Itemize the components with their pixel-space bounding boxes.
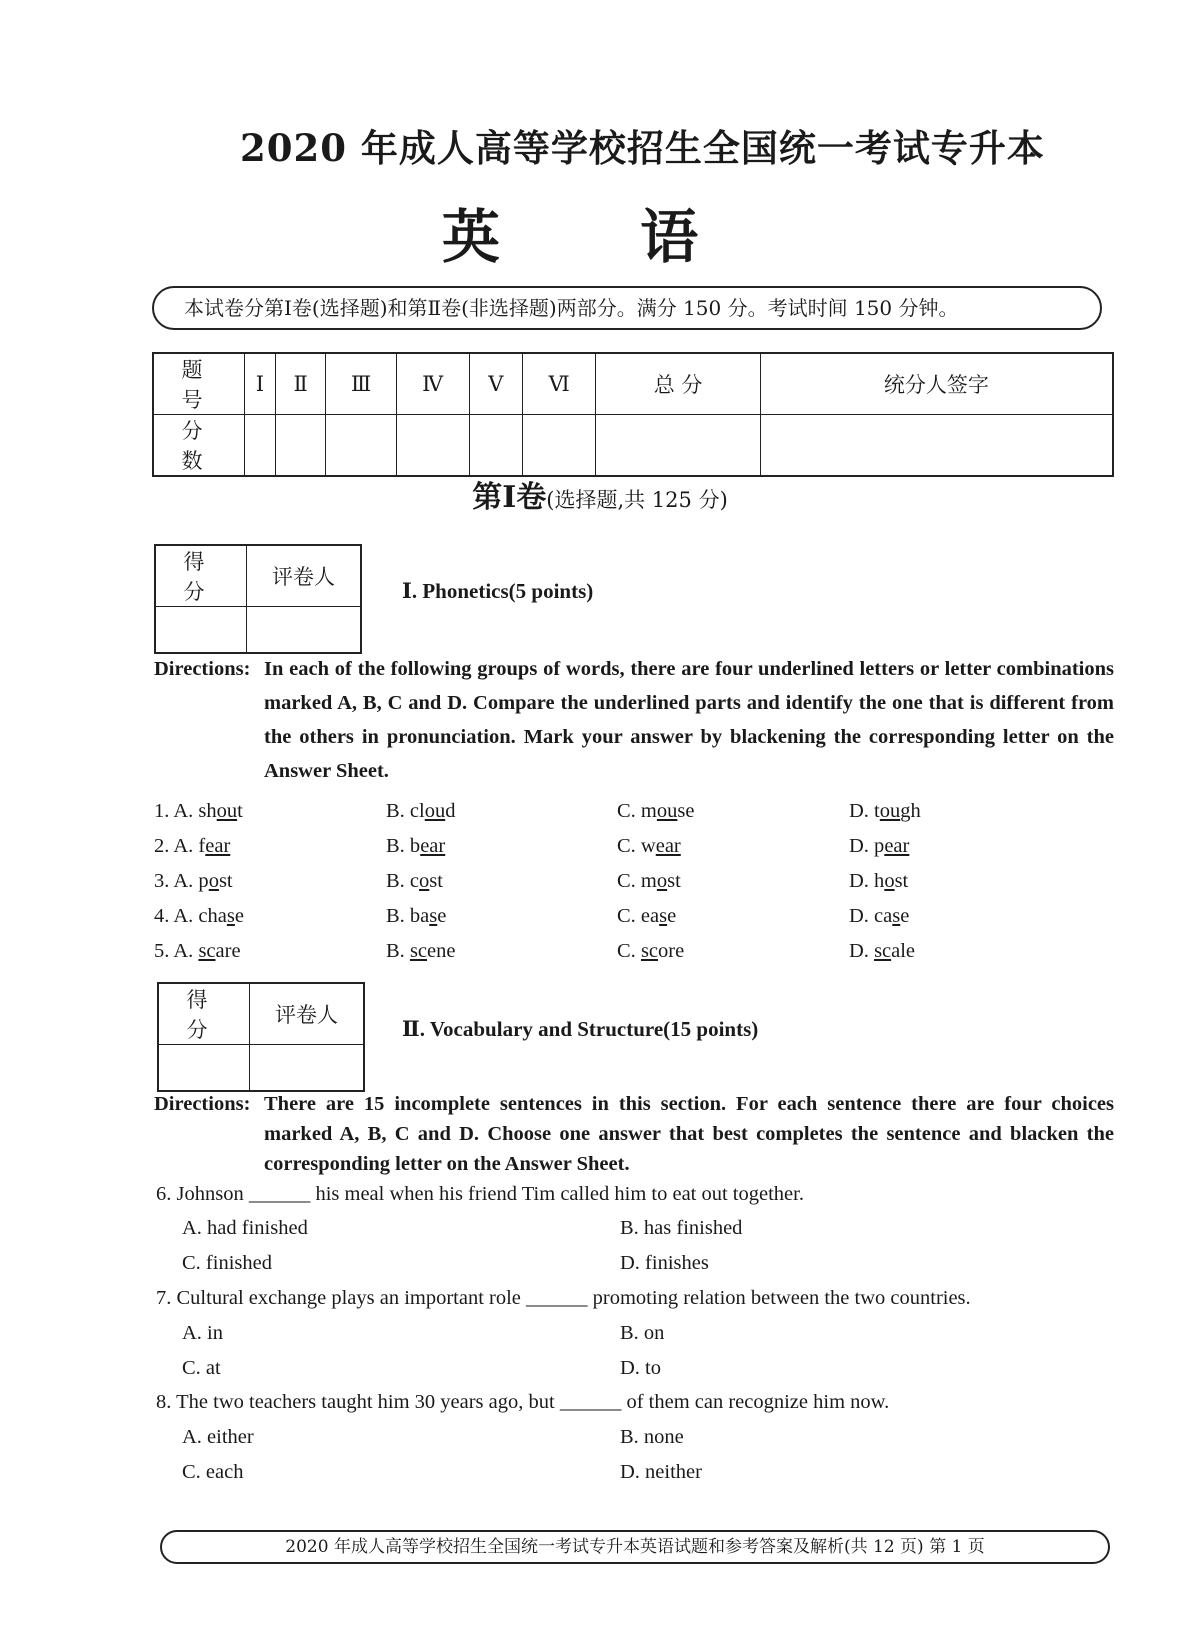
score-blank [469, 415, 523, 477]
phonetic-option-a [154, 835, 230, 858]
phonetic-option-b [386, 800, 455, 823]
word-part: st [667, 870, 681, 892]
grader-name-label: 评卷人 [250, 983, 365, 1045]
word-part: C. w [617, 835, 656, 857]
score-cell: 统分人签字 [760, 353, 1113, 415]
grader-blank [155, 607, 247, 654]
word-part: ore [658, 940, 685, 962]
underlined-letters: ear [420, 835, 446, 857]
option-a: A. had finished [182, 1217, 308, 1239]
word-part: C. m [617, 800, 657, 822]
word-part: d [445, 800, 456, 822]
directions-label: Directions: [154, 1093, 251, 1115]
question-stem: 8. The two teachers taught him 30 years ago, but ______ of them can recognize him now. [156, 1391, 890, 1413]
word-part: B. ba [386, 905, 430, 927]
phonetic-option-a [154, 800, 243, 823]
underlined-letters: s [659, 905, 668, 927]
phonetic-option-c [617, 800, 694, 823]
word-part: D. p [849, 835, 885, 857]
word-part: D. t [849, 800, 880, 822]
option-c: C. at [182, 1357, 221, 1379]
option-d: D. neither [620, 1461, 702, 1483]
underlined-letters: ou [216, 800, 238, 822]
word-part: C. ea [617, 905, 660, 927]
underlined-letters: ear [655, 835, 681, 857]
phonetic-option-b [386, 835, 445, 858]
underlined-letters: ear [884, 835, 910, 857]
score-blank [760, 415, 1113, 477]
word-part: C. [617, 940, 641, 962]
score-table-header-row [153, 353, 1113, 415]
phonetic-option-d [849, 940, 915, 963]
phonetic-option-b [386, 905, 446, 928]
score-blank [596, 415, 761, 477]
section2-title: Ⅱ. Vocabulary and Structure(15 points) [402, 1017, 759, 1041]
phonetic-option-c [617, 835, 681, 858]
question-stem: 7. Cultural exchange plays an important role ______ promoting relation between the two countries. [156, 1287, 971, 1309]
word-part: ale [891, 940, 916, 962]
word-part: B. [386, 940, 410, 962]
score-blank [523, 415, 596, 477]
phonetic-option-d [849, 835, 909, 858]
grader-blank [158, 1045, 250, 1092]
phonetic-option-d [849, 870, 908, 893]
volume-note: (选择题,共 125 分) [546, 488, 728, 512]
word-part: e [667, 905, 677, 927]
phonetic-option-a [154, 905, 244, 928]
word-part: st [894, 870, 909, 892]
word-part: C. m [617, 870, 657, 892]
underlined-letters: s [892, 905, 901, 927]
underlined-letters: ou [656, 800, 678, 822]
directions-label: Directions: [154, 658, 251, 680]
score-blank [275, 415, 326, 477]
score-cell: Ⅵ [523, 353, 596, 415]
section1-directions [154, 652, 1114, 788]
word-part: B. cl [386, 800, 425, 822]
option-c: C. each [182, 1461, 244, 1483]
score-cell: 分 数 [153, 415, 245, 477]
score-blank [396, 415, 469, 477]
score-cell: 题 号 [153, 353, 245, 415]
word-part: 2. A. f [154, 835, 206, 857]
word-part: e [234, 905, 244, 927]
directions-text: In each of the following groups of words, there are four underlined letters or letter combinations marked A, B, C and D. Compare the underlined parts and identify the one that is different from the others in pronunciation. Mark your answer by blackening the corresponding letter on the Answer Sheet. [264, 658, 1114, 782]
underlined-letters: sc [409, 940, 428, 962]
underlined-letters: sc [874, 940, 892, 962]
option-d: D. to [620, 1357, 661, 1379]
option-c: C. finished [182, 1252, 272, 1274]
word-part: 1. A. sh [154, 800, 217, 822]
underlined-letters: ear [205, 835, 231, 857]
phonetic-option-d [849, 800, 921, 823]
word-part: st [429, 870, 443, 892]
phonetic-option-a [154, 940, 241, 963]
grader-score-label: 得 分 [158, 983, 250, 1045]
grader-name-label: 评卷人 [247, 545, 362, 607]
word-part: 3. A. p [154, 870, 209, 892]
underlined-letters: sc [640, 940, 659, 962]
page-footer: 2020 年成人高等学校招生全国统一考试专升本英语试题和参考答案及解析(共 12 页) 第 1 页 [160, 1530, 1110, 1564]
grader-blank [250, 1045, 365, 1092]
score-cell: Ⅳ [396, 353, 469, 415]
grader-box [154, 544, 362, 654]
word-part: e [900, 905, 910, 927]
option-a: A. in [182, 1322, 223, 1344]
underlined-letters: sc [198, 940, 216, 962]
underlined-letters: ou [879, 800, 901, 822]
grader-box [157, 982, 365, 1092]
word-part: D. h [849, 870, 885, 892]
word-part: ene [427, 940, 456, 962]
score-cell: Ⅰ [245, 353, 276, 415]
subject-title: 英 语 [441, 203, 759, 271]
score-table-value-row [153, 415, 1113, 477]
phonetic-option-c [617, 905, 676, 928]
underlined-letters: o [419, 870, 430, 892]
score-cell: Ⅲ [326, 353, 396, 415]
word-part: B. b [386, 835, 421, 857]
phonetic-option-b [386, 870, 443, 893]
score-blank [326, 415, 396, 477]
directions-text: There are 15 incomplete sentences in this section. For each sentence there are four choices marked A, B, C and D. Choose one answer that best completes the sentence and blacken the corresponding letter on the Answer Sheet. [264, 1093, 1114, 1175]
option-d: D. finishes [620, 1252, 709, 1274]
word-part: se [677, 800, 695, 822]
word-part: 4. A. cha [154, 905, 227, 927]
phonetic-option-b [386, 940, 455, 963]
exam-title: 2020 年成人高等学校招生全国统一考试专升本 [240, 126, 1045, 170]
option-b: B. has finished [620, 1217, 743, 1239]
score-cell: Ⅱ [275, 353, 326, 415]
word-part: gh [900, 800, 921, 822]
underlined-letters: o [656, 870, 668, 892]
underlined-letters: o [208, 870, 219, 892]
grader-blank [247, 607, 362, 654]
phonetic-option-c [617, 870, 681, 893]
volume-heading [0, 472, 1200, 516]
section1-title: Ⅰ. Phonetics(5 points) [402, 579, 594, 603]
underlined-letters: s [226, 905, 235, 927]
score-blank [245, 415, 276, 477]
phonetic-option-c [617, 940, 684, 963]
volume-title: 第Ⅰ卷 [472, 480, 547, 515]
word-part: D. ca [849, 905, 893, 927]
word-part: D. [849, 940, 875, 962]
phonetic-option-a [154, 870, 233, 893]
option-b: B. none [620, 1426, 684, 1448]
score-cell: Ⅴ [469, 353, 523, 415]
score-cell: 总 分 [596, 353, 761, 415]
word-part: e [437, 905, 447, 927]
exam-intro: 本试卷分第Ⅰ卷(选择题)和第Ⅱ卷(非选择题)两部分。满分 150 分。考试时间 150 分钟。 [152, 286, 1102, 330]
word-part: 5. A. [154, 940, 199, 962]
word-part: are [215, 940, 241, 962]
question-stem: 6. Johnson ______ his meal when his friend Tim called him to eat out together. [156, 1183, 804, 1205]
underlined-letters: ou [424, 800, 446, 822]
word-part: t [237, 800, 243, 822]
option-b: B. on [620, 1322, 665, 1344]
underlined-letters: o [884, 870, 895, 892]
underlined-letters: s [429, 905, 438, 927]
option-a: A. either [182, 1426, 254, 1448]
section2-directions [154, 1089, 1114, 1179]
word-part: B. c [386, 870, 420, 892]
grader-score-label: 得 分 [155, 545, 247, 607]
word-part: st [218, 870, 233, 892]
phonetic-option-d [849, 905, 909, 928]
score-table [152, 352, 1114, 477]
